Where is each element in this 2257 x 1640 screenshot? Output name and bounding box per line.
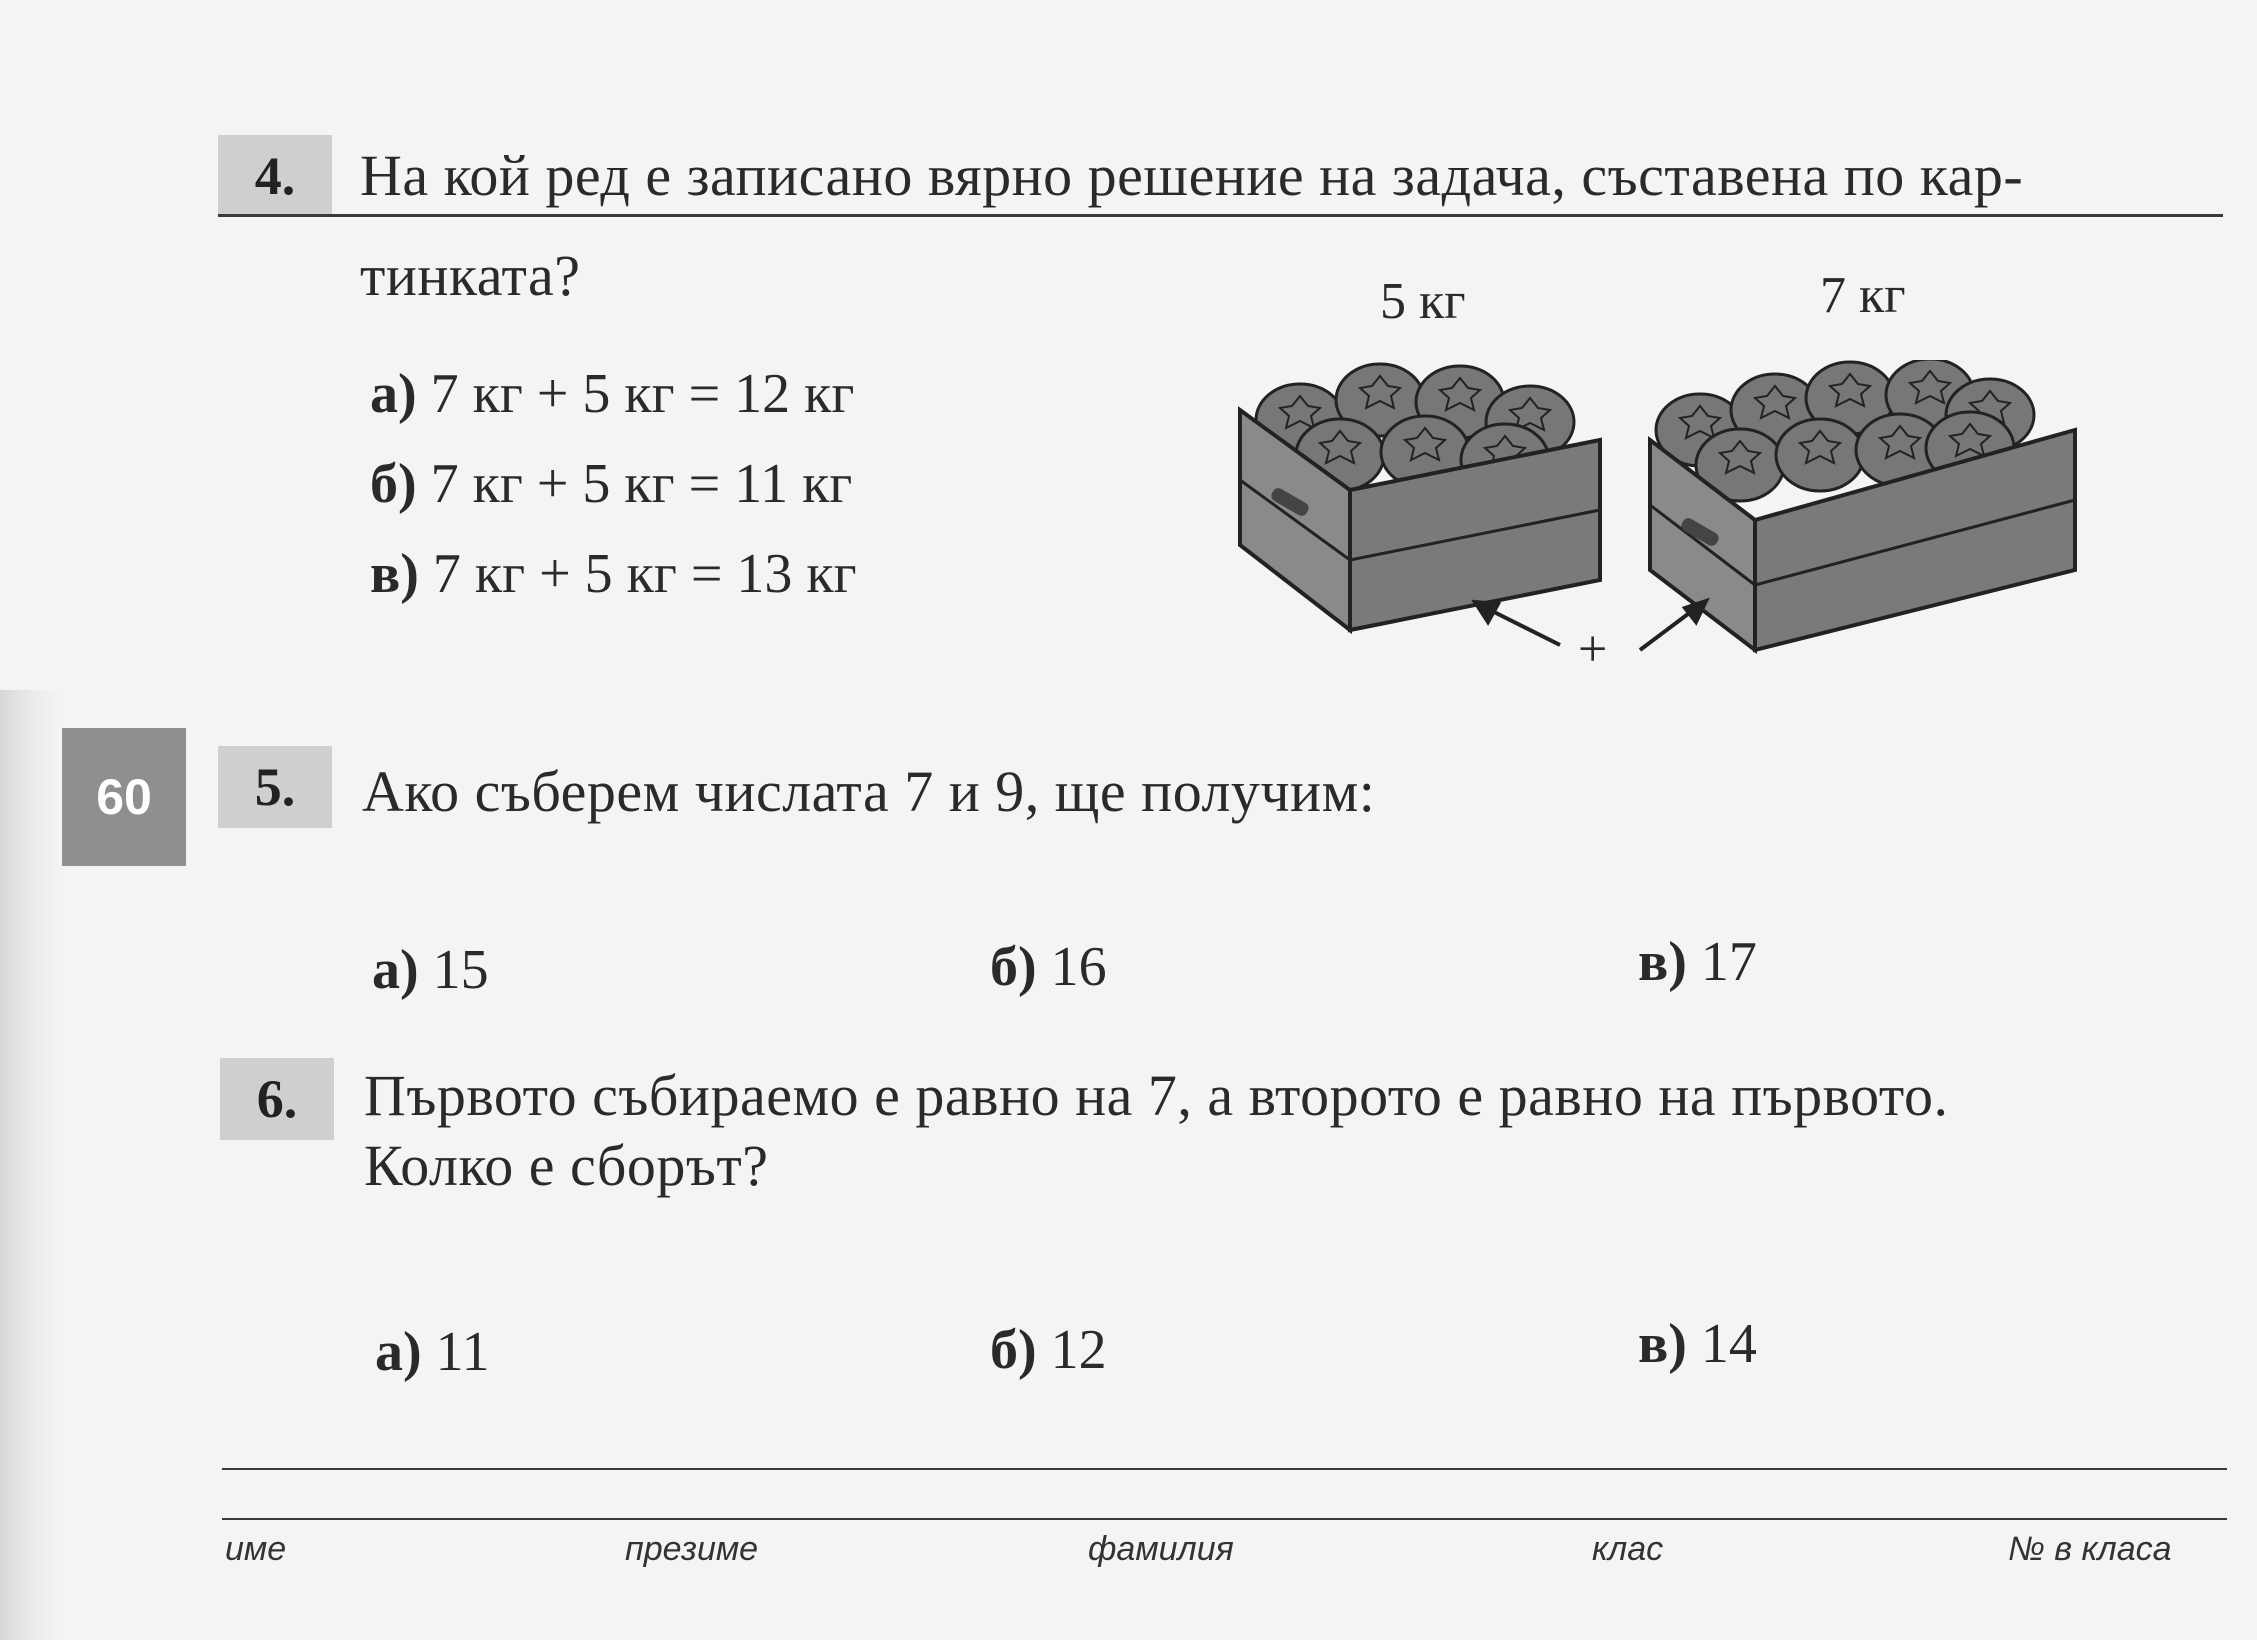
q6-number: 6. — [220, 1058, 334, 1140]
footer-middle-name-label: презиме — [625, 1530, 759, 1568]
q5-option-c[interactable] — [1638, 930, 1757, 994]
q6-option-c-text: 14 — [1700, 1313, 1757, 1375]
crate-right-weight: 7 кг — [1820, 267, 1906, 324]
footer-line-top — [222, 1468, 2227, 1470]
q4-option-c-letter: в) — [370, 543, 419, 605]
q5-text: Ако съберем числата 7 и 9, ще получим: — [362, 759, 1376, 824]
plus-sign: + — [1578, 621, 1608, 678]
q4-divider — [218, 214, 2223, 217]
footer-name-label: име — [225, 1530, 287, 1568]
q5-option-a[interactable] — [372, 938, 489, 1002]
fruit-crates-illustration — [1230, 360, 2090, 680]
crate-left-weight: 5 кг — [1380, 273, 1466, 330]
q4-text-line2: тинката? — [360, 243, 581, 308]
page-edge — [0, 690, 60, 1640]
q4-option-c-text: 7 кг + 5 кг = 13 кг — [432, 543, 857, 605]
q4-text-line1: На кой ред е записано вярно решение на задача, съставена по кар- — [360, 143, 2024, 208]
footer-surname-label: фамилия — [1088, 1530, 1234, 1568]
q6-text-line1: Първото събираемо е равно на 7, а второто е равно на първото. — [364, 1063, 1949, 1128]
q4-number: 4. — [218, 135, 332, 217]
q4-option-b[interactable] — [370, 452, 852, 516]
q5-option-b-letter: б) — [990, 936, 1037, 998]
q6-text-line2: Колко е сборът? — [364, 1133, 769, 1198]
q5-option-c-letter: в) — [1638, 931, 1687, 993]
crate-right — [1650, 360, 2075, 650]
page-number-tab: 60 — [62, 728, 186, 866]
q6-option-b-text: 12 — [1050, 1319, 1107, 1381]
q5-option-b-text: 16 — [1050, 936, 1107, 998]
q4-option-a-text: 7 кг + 5 кг = 12 кг — [430, 363, 855, 425]
q4-option-c[interactable] — [370, 542, 857, 606]
q6-option-a-text: 11 — [435, 1321, 490, 1383]
q5-option-a-text: 15 — [432, 939, 489, 1001]
q4-option-a-letter: а) — [370, 363, 417, 425]
crate-left — [1240, 364, 1600, 630]
q4-option-a[interactable] — [370, 362, 854, 426]
q5-option-c-text: 17 — [1700, 931, 1757, 993]
q6-option-a[interactable] — [375, 1320, 490, 1384]
q6-option-c-letter: в) — [1638, 1313, 1687, 1375]
q4-option-b-text: 7 кг + 5 кг = 11 кг — [430, 453, 853, 515]
q6-option-a-letter: а) — [375, 1321, 422, 1383]
footer-class-label: клас — [1592, 1530, 1664, 1568]
q4-option-b-letter: б) — [370, 453, 417, 515]
q6-option-b-letter: б) — [990, 1319, 1037, 1381]
q5-number: 5. — [218, 746, 332, 828]
footer-line-bottom — [222, 1518, 2227, 1520]
q6-option-b[interactable] — [990, 1318, 1107, 1382]
footer-class-number-label: № в класа — [2008, 1530, 2172, 1568]
q5-option-a-letter: а) — [372, 939, 419, 1001]
q5-option-b[interactable] — [990, 935, 1107, 999]
q6-option-c[interactable] — [1638, 1312, 1757, 1376]
